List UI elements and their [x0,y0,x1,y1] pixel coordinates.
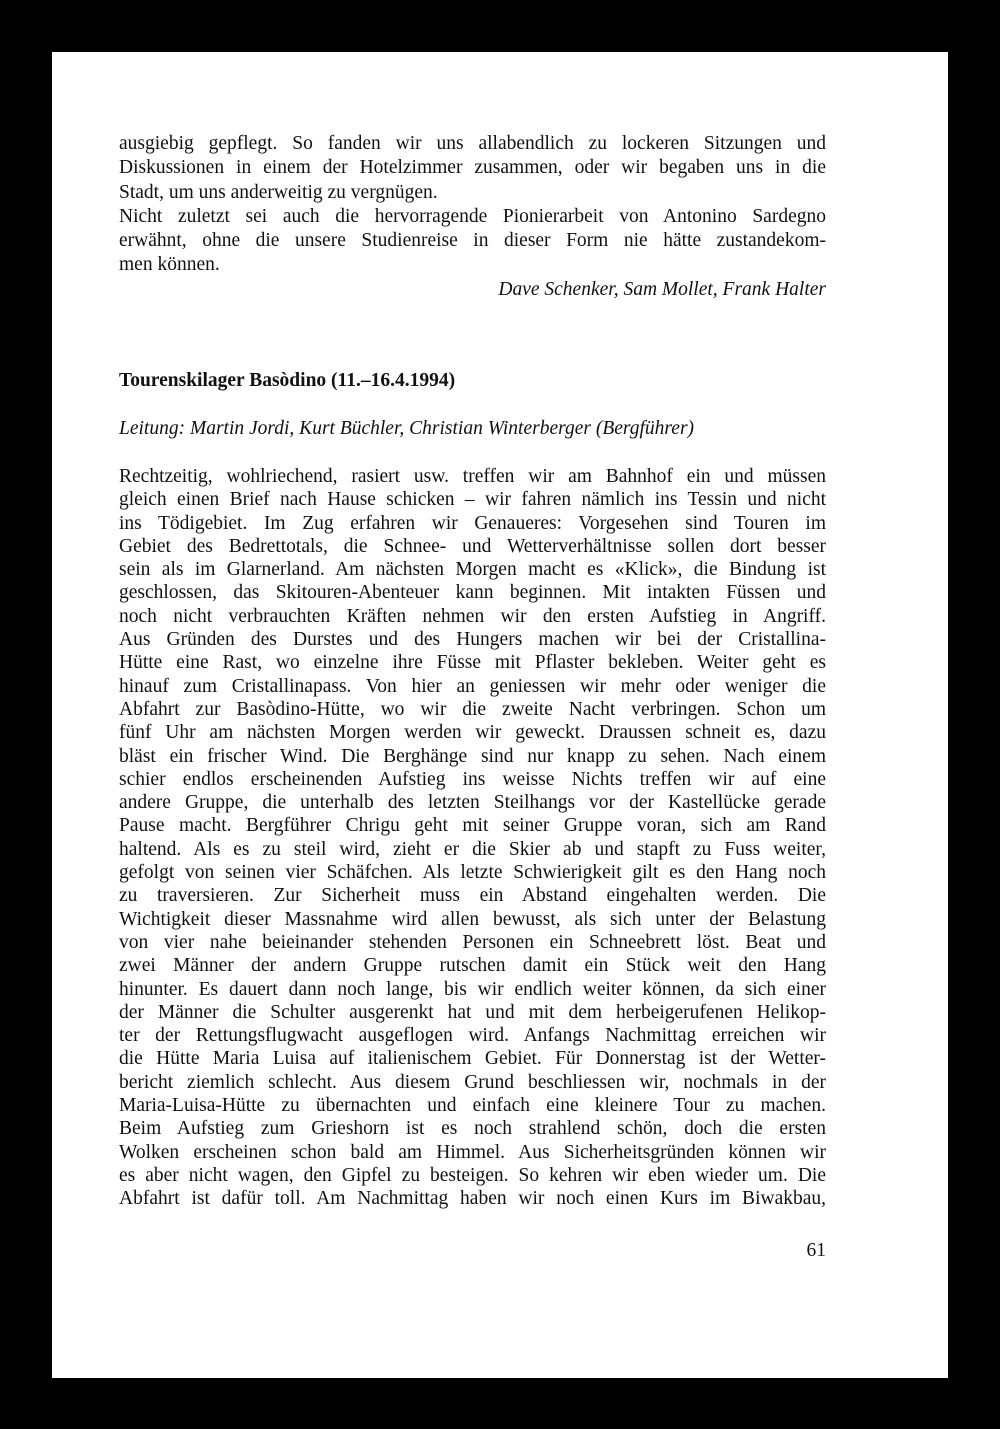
text-line: bläst ein frischer Wind. Die Berghänge sind nur knapp zu sehen. Nach einem [119,745,826,767]
text-line: haltend. Als es zu steil wird, zieht er die Skier ab und stapft zu Fuss weiter, [119,838,826,860]
section-leaders: Leitung: Martin Jordi, Kurt Büchler, Christian Winterberger (Bergführer) [119,418,695,439]
section-title: Tourenskilager Basòdino (11.–16.4.1994) [119,370,456,391]
text-line: Abfahrt ist dafür toll. Am Nachmittag haben wir noch einen Kurs im Biwakbau, [119,1188,826,1210]
text-line: zu traversieren. Zur Sicherheit muss ein Abstand eingehalten werden. Die [119,885,826,907]
text-line: Abfahrt zur Basòdino-Hütte, wo wir die zweite Nacht verbringen. Schon um [119,698,826,720]
text-line: Hütte eine Rast, wo einzelne ihre Füsse mit Pflaster bekleben. Weiter geht es [119,652,826,674]
text-line: Wolken erscheinen schon bald am Himmel. Aus Sicherheitsgründen können wir [119,1141,826,1163]
text-line: Diskussionen in einem der Hotelzimmer zusammen, oder wir begaben uns in die [119,157,826,179]
page-number: 61 [806,1240,826,1261]
text-line: hinauf zum Cristallinapass. Von hier an geniessen wir mehr oder weniger die [119,675,826,697]
text-line: noch nicht verbrauchten Kräften nehmen wir den ersten Aufstieg in Angriff. [119,605,826,627]
text-line: andere Gruppe, die unterhalb des letzten Steilhangs vor der Kastellücke gerade [119,792,826,814]
text-line: Beim Aufstieg zum Grieshorn ist es noch strahlend schön, doch die ersten [119,1118,826,1140]
text-line: erwähnt, ohne die unsere Studienreise in dieser Form nie hätte zustandekom- [119,230,826,252]
text-line: es aber nicht wagen, den Gipfel zu besteigen. So kehren wir eben wieder um. Die [119,1164,826,1186]
text-line: bericht ziemlich schlecht. Aus diesem Grund beschliessen wir, nochmals in der [119,1071,826,1093]
author-signature: Dave Schenker, Sam Mollet, Frank Halter [498,278,826,300]
closing-paragraph [119,132,826,278]
text-line: Nicht zuletzt sei auch die hervorragende Pionierarbeit von Antonino Sardegno [119,205,826,227]
text-line: schier endlos erscheinenden Aufstieg ins weisse Nichts treffen wir auf eine [119,768,826,790]
text-line: men können. [119,254,220,276]
text-line: Rechtzeitig, wohlriechend, rasiert usw. treffen wir am Bahnhof ein und müssen [119,466,826,487]
text-line: Stadt, um uns anderweitig zu vergnügen. [119,181,438,203]
text-line: fünf Uhr am nächsten Morgen werden wir geweckt. Draussen schneit es, dazu [119,722,826,744]
text-line: Gebiet des Bedrettotals, die Schnee- und Wetterverhältnisse sollen dort besser [119,535,826,557]
previous-article-ending [119,132,826,302]
text-line: Aus Gründen des Durstes und des Hungers machen wir bei der Cristallina- [119,629,826,651]
text-line: Pause macht. Bergführer Chrigu geht mit seiner Gruppe voran, sich am Rand [119,815,826,837]
text-line: gefolgt von seinen vier Schäfchen. Als letzte Schwierigkeit gilt es den Hang noch [119,862,826,884]
text-line: Wichtigkeit dieser Massnahme wird allen bewusst, als sich unter der Belastung [119,908,826,930]
text-line: geschlossen, das Skitouren-Abenteuer kann beginnen. Mit intakten Füssen und [119,582,826,604]
document-page [52,52,948,1378]
article-body [119,465,826,1211]
text-line: zwei Männer der andern Gruppe rutschen damit ein Stück weit den Hang [119,955,826,977]
text-line: die Hütte Maria Luisa auf italienischem Gebiet. Für Donnerstag ist der Wetter- [119,1048,826,1070]
text-line: ter der Rettungsflugwacht ausgeflogen wird. Anfangs Nachmittag erreichen wir [119,1025,826,1047]
text-line: Maria-Luisa-Hütte zu übernachten und einfach eine kleinere Tour zu machen. [119,1095,826,1117]
text-line: ausgiebig gepflegt. So fanden wir uns allabendlich zu lockeren Sitzungen und [119,133,826,154]
text-line: sein als im Glarnerland. Am nächsten Morgen macht es «Klick», die Bindung ist [119,559,826,581]
text-line: gleich einen Brief nach Hause schicken – wir fahren nämlich ins Tessin und nicht [119,489,826,511]
text-line: der Männer die Schulter ausgerenkt hat und mit dem herbeigerufenen Helikop- [119,1001,826,1023]
text-line: von vier nahe beieinander stehenden Personen ein Schneebrett löst. Beat und [119,931,826,953]
text-line: hinunter. Es dauert dann noch lange, bis wir endlich weiter können, da sich einer [119,978,826,1000]
text-line: ins Tödigebiet. Im Zug erfahren wir Genaueres: Vorgesehen sind Touren im [119,512,826,534]
